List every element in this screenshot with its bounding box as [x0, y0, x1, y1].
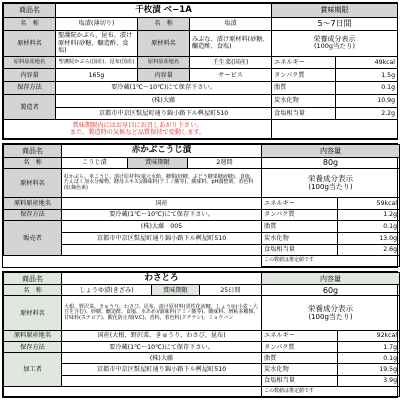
product-name-label: 商品名: [4, 145, 62, 158]
storage-value: 要冷蔵(1℃〜10℃)にて保存下さい。: [62, 209, 262, 221]
maker-address: 京都市中京区麩屋町通り錦小路下ル桝屋町510: [62, 364, 262, 375]
seller-address: 京都市中京区麩屋町通り錦小路下ル桝屋町510: [62, 232, 262, 244]
nutrition-name: 食塩相当量: [262, 375, 338, 386]
ingredients-label: 原材料名: [4, 169, 62, 198]
product-name: わさとろ: [62, 273, 262, 285]
maker-name: (株)大藤: [56, 94, 272, 107]
nutrition-value: 0.1g: [338, 353, 400, 364]
origin-label: 原料原産地名: [4, 330, 62, 341]
nutrition-value: 10.9g: [336, 94, 398, 107]
content-value: 60g: [262, 285, 400, 296]
nutrition-value: 19.5g: [338, 364, 400, 375]
content-label: 内容量: [4, 69, 56, 82]
nutrition-header: [262, 169, 400, 198]
name-value: 塩漬(薄切り): [56, 17, 138, 30]
name2-value: 塩漬: [190, 17, 272, 30]
nutrition-title: 栄養成分表示: [308, 173, 354, 183]
blank-cell: [62, 244, 262, 256]
product-name: 赤かぶこうじ漬: [62, 145, 262, 158]
content-label: 内容量: [262, 273, 400, 285]
label-panel-senmaizuke: [2, 2, 398, 140]
content2-label: 内容量: [138, 69, 190, 82]
nutrition-name: タンパク質: [262, 209, 338, 221]
nutrition-name: 炭水化物: [262, 232, 338, 244]
ingredients-label: 原材料名: [4, 30, 56, 56]
blank-cell: [272, 120, 398, 139]
seller-name-row: [62, 221, 262, 233]
origin-value: 聖護院かぶら(国産)、昆布(国産): [56, 56, 138, 69]
storage-label: 保存方法: [4, 342, 62, 353]
nutrition-name: タンパク質: [272, 69, 336, 82]
nutrition-value: 1.2g: [338, 209, 400, 221]
notice-line-1: 賞味期限内にはお早目にお召しあがり下さい。: [72, 122, 203, 130]
origin-label: 原料原産地名: [4, 56, 56, 69]
nutrition-value: 92kcal: [338, 330, 400, 341]
ingredients-value: 紅かぶら、米こうじ、漬け原材料(還元水飴、糖類(砂糖、ぶどう糖果糖液糖)、食塩、たんぱく加水分解物、酵母エキス)/調味料(アミノ酸等)、酸味料、pH調整剤、着色料(紅麹色素): [62, 169, 262, 198]
product-name: 千枚漬 ベ−1A: [56, 4, 272, 18]
storage-label: 保存方法: [4, 209, 62, 221]
shelf-life-value: 25日間: [200, 285, 262, 296]
nutrition-value: 2.6g: [338, 244, 400, 256]
storage-value: 要冷蔵(1℃〜10℃)にて保存下さい。: [56, 82, 272, 95]
blank-cell: [62, 375, 262, 386]
nutrition-value: 0.1g: [338, 221, 400, 233]
seller-name: (株)大藤: [140, 223, 165, 231]
shelf-life-value: 2週間: [188, 157, 262, 169]
storage-label: 保存方法: [4, 82, 56, 95]
blank-cell: [4, 386, 262, 396]
origin-value: 国産(大根、野沢菜、きゅうり、わさび、昆布): [62, 330, 262, 341]
nutrition-unit: (100g当たり): [308, 183, 353, 192]
name-label: 名 称: [4, 285, 62, 296]
shelf-life-label: 賞味期限: [272, 4, 398, 18]
nutrition-value: 13.0g: [338, 232, 400, 244]
nutrition-name: エネルギー: [262, 330, 338, 341]
nutrition-title: 栄養成分表示: [308, 303, 354, 313]
label-panel-wasatoro: [2, 271, 398, 398]
ingredients2-value: みぶな、漬け原材料(砂糖、醸造酢、食塩): [190, 30, 272, 56]
nutrition-name: 脂質: [272, 82, 336, 95]
nutrition-name: エネルギー: [272, 56, 336, 69]
product-name-label: 商品名: [4, 4, 56, 18]
origin2-label: 原料原産地名: [138, 56, 190, 69]
maker-label: 加工者: [4, 353, 62, 387]
nutrition-name: 炭水化物: [262, 364, 338, 375]
storage-value: 要冷蔵(1℃〜10℃)にて保存下さい。: [62, 342, 262, 353]
name-value: こうじ漬: [62, 157, 128, 169]
nutrition-name: 食塩相当量: [272, 107, 336, 120]
origin-label: 原料原産地名: [4, 198, 62, 210]
seller-label: 販売者: [4, 221, 62, 256]
nutrition-unit: (100g当たり): [313, 42, 356, 51]
nutrition-value: 49kcal: [336, 56, 398, 69]
blank-cell: [4, 256, 262, 267]
shelf-life-value: 5〜7日間: [272, 17, 398, 30]
content2-value: サービス: [190, 69, 272, 82]
nutrition-note: この数値は推定値です: [262, 386, 400, 396]
nutrition-value: 1.7g: [338, 342, 400, 353]
shelf-life-notice: [4, 120, 272, 139]
ingredients-value: 聖護院かぶら、昆布、漬け原材料(砂糖、醸造酢、食塩): [56, 30, 138, 56]
shelf-life-label: 賞味期限: [128, 157, 188, 169]
nutrition-value: 3.9g: [338, 375, 400, 386]
seller-code: 005: [170, 223, 183, 231]
name-label: 名 称: [4, 17, 56, 30]
nutrition-value: 0.1g: [336, 82, 398, 95]
nutrition-name: 脂質: [262, 353, 338, 364]
nutrition-value: 59kcal: [338, 198, 400, 210]
nutrition-name: エネルギー: [262, 198, 338, 210]
ingredients-label: 原材料名: [4, 296, 62, 331]
name-label: 名 称: [4, 157, 62, 169]
content-value: 80g: [262, 157, 400, 169]
nutrition-name: 食塩相当量: [262, 244, 338, 256]
name2-label: 名 称: [138, 17, 190, 30]
nutrition-value: 2.2g: [336, 107, 398, 120]
notice-line-2: また、製造時の気候など品質保持で変動します。: [69, 129, 206, 137]
shelf-life-label: 賞味期限: [152, 285, 200, 296]
product-name-label: 商品名: [4, 273, 62, 285]
nutrition-title: 栄養成分表示: [313, 35, 356, 44]
ingredients2-label: 原材料名: [138, 30, 190, 56]
nutrition-unit: (100g当たり): [308, 313, 353, 322]
nutrition-header: [272, 30, 398, 56]
nutrition-note: この数値は推定値です: [262, 256, 400, 267]
ingredients-value: 大根、野沢菜、きゅうり、わさび、昆布、漬け原材料(異性化液糖、しょうゆ(小麦・大豆を含む)、砂糖、醸造酢、食塩、水あめ)/調味料(アミノ酸等)、酸味料、増粘多糖類、甘味料(ステビア)、酸化防止剤(V.C)、香料、着色料(クチナシ)、ミョウバン: [62, 296, 262, 331]
nutrition-name: タンパク質: [262, 342, 338, 353]
label-panel-akakabu: [2, 143, 398, 268]
content-value: 165g: [56, 69, 138, 82]
content-label: 内容量: [262, 145, 400, 158]
origin2-value: 壬生菜(国産): [190, 56, 272, 69]
maker-label: 製造者: [4, 94, 56, 120]
name-value: しょうゆ漬(きざみ): [62, 285, 152, 296]
origin-value: 国産: [62, 198, 262, 210]
nutrition-name: 脂質: [262, 221, 338, 233]
nutrition-value: 1.5g: [336, 69, 398, 82]
nutrition-header: [262, 296, 400, 331]
nutrition-name: 炭水化物: [272, 94, 336, 107]
maker-address: 京都市中京区麩屋町通り錦小路下ル桝屋町510: [56, 107, 272, 120]
maker-name: (株)大藤: [62, 353, 262, 364]
